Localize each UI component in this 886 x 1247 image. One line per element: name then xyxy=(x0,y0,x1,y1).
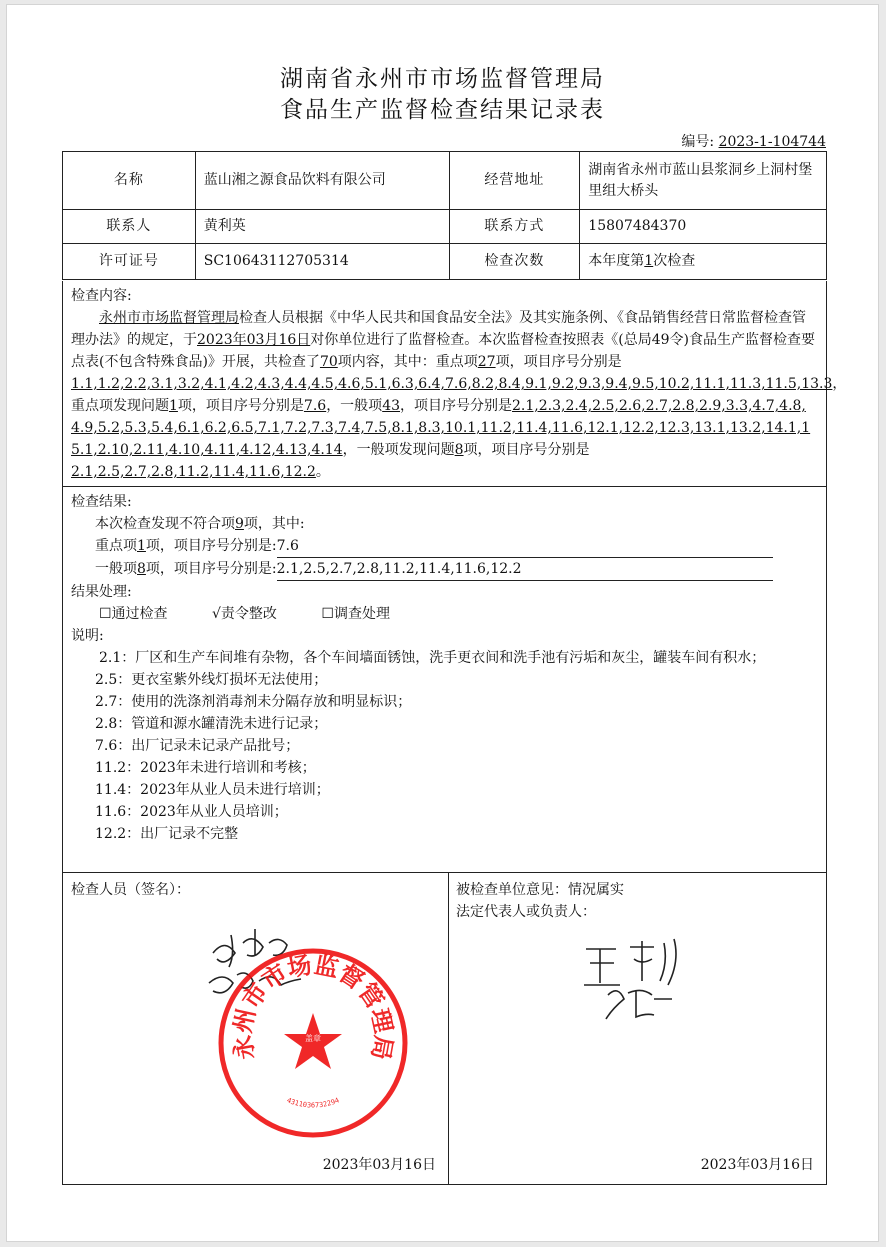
note-item: 11.6：2023年从业人员培训； xyxy=(95,804,288,820)
representative-handwritten-signature xyxy=(578,933,708,1023)
signature-section xyxy=(62,873,827,1185)
note-item: 11.4：2023年从业人员未进行培训； xyxy=(95,782,330,798)
agency-title: 湖南省永州市市场监督管理局 xyxy=(280,66,605,92)
inspection-times-label: 检查次数 xyxy=(449,244,580,280)
inspector-label: 检查人员（签名）： xyxy=(71,882,190,898)
note-item: 2.8：管道和源水罐清洗未进行记录； xyxy=(95,716,328,732)
content-paragraph: 永州市市场监督管理局检查人员根据《中华人民共和国食品安全法》及其实施条例、《食品销售经营日常监督检查管理办法》的规定，于2023年03月16日对你单位进行了监督检查。本次监督检查按照表《(总局49令)食品生产监督检查要点表(不包含特殊食品)》开展，共检查了70项内容，其中：重点项27项，项目序号分别是1.1,1.2,2.2,3.1,3.2,4.1,4.2,4.3,4.4,4.5,4.6,5.1,6.3,6.4,7.6,8.2,8.4,9.1,9.2,9.3,9.4,9.5,10.2,11.1,11.3,11.5,13.3，重点项发现问题1项，项目序号分别是7.6，一般项43，项目序号分别是2.1,2.3,2.4,2.5,2.6,2.7,2.8,2.9,3.3,4.7,4.8,4.9,5.2,5.3,5.4,6.1,6.2,6.5,7.1,7.2,7.3,7.4,7.5,8.1,8.3,10.1,11.2,11.4,11.6,12.1,12.2,12.3,13.1,13.2,14.1,15.1,2.10,2.11,4.10,4.11,4.12,4.13,4.14，一般项发现问题8项，项目序号分别是2.1,2.5,2.7,2.8,11.2,11.4,11.6,12.2。 xyxy=(71,310,847,480)
inspector-date: 2023年03月16日 xyxy=(322,1157,436,1173)
name-label: 名称 xyxy=(63,152,196,210)
inspection-content-section xyxy=(62,281,847,487)
handling-label: 结果处理: xyxy=(71,584,132,600)
option-pass-checkbox[interactable]: ☐通过检查 xyxy=(99,606,168,622)
official-seal xyxy=(213,943,413,1143)
contact-phone: 15807484370 xyxy=(580,210,827,244)
inspected-unit-panel xyxy=(448,873,826,1184)
note-item: 12.2：出厂记录不完整 xyxy=(95,826,239,842)
unit-opinion: 被检查单位意见：情况属实 xyxy=(456,882,624,898)
nonconformity-summary: 本次检查发现不符合项9项，其中: xyxy=(95,516,305,532)
handling-options xyxy=(71,603,818,625)
inspection-times: 本年度第1次检查 xyxy=(580,244,827,280)
svg-text:永州市市场监督管理局: 永州市市场监督管理局 xyxy=(228,950,398,1062)
svg-text:盖章: 盖章 xyxy=(305,1034,321,1043)
contact-person: 黄利英 xyxy=(195,210,449,244)
license-label: 许可证号 xyxy=(63,244,196,280)
option-rectify-checkbox[interactable]: √责令整改 xyxy=(212,606,277,622)
basic-info-table xyxy=(62,151,827,280)
general-issues-line: 一般项8项，项目序号分别是:2.1,2.5,2.7,2.8,11.2,11.4,11.6,12.2 xyxy=(71,558,818,581)
svg-text:4311036732294: 4311036732294 xyxy=(285,1096,341,1110)
result-heading: 检查结果: xyxy=(71,494,132,510)
company-name: 蓝山湘之源食品饮料有限公司 xyxy=(195,152,449,210)
representative-label: 法定代表人或负责人： xyxy=(456,904,596,920)
notes-label: 说明: xyxy=(71,628,104,644)
company-address: 湖南省永州市蓝山县浆洞乡上洞村堡里组大桥头 xyxy=(580,152,827,210)
license-number: SC10643112705314 xyxy=(195,244,449,280)
note-item: 7.6：出厂记录未记录产品批号； xyxy=(95,738,300,754)
phone-label: 联系方式 xyxy=(449,210,580,244)
representative-date: 2023年03月16日 xyxy=(700,1157,814,1173)
option-investigate-checkbox[interactable]: ☐调查处理 xyxy=(321,606,390,622)
address-label: 经营地址 xyxy=(449,152,580,210)
contact-label: 联系人 xyxy=(63,210,196,244)
document-number: 编号: 2023-1-104744 xyxy=(681,134,826,150)
content-heading: 检查内容: xyxy=(71,288,132,304)
note-item: 11.2：2023年未进行培训和考核； xyxy=(95,760,316,776)
note-item: 2.7：使用的洗涤剂消毒剂未分隔存放和明显标识； xyxy=(95,694,412,710)
note-item: 2.5：更衣室紫外线灯损坏无法使用； xyxy=(95,672,328,688)
document-page xyxy=(6,4,879,1242)
document-number-value: 2023-1-104744 xyxy=(718,134,826,150)
key-issues-line: 重点项1项，项目序号分别是:7.6 xyxy=(71,535,818,558)
inspection-result-section xyxy=(62,487,827,873)
note-item: 2.1：厂区和生产车间堆有杂物，各个车间墙面锈蚀，洗手更衣间和洗手池有污垢和灰尘，罐装车间有积水； xyxy=(99,650,766,666)
inspector-signature-panel xyxy=(63,873,449,1184)
form-title: 食品生产监督检查结果记录表 xyxy=(280,97,605,123)
